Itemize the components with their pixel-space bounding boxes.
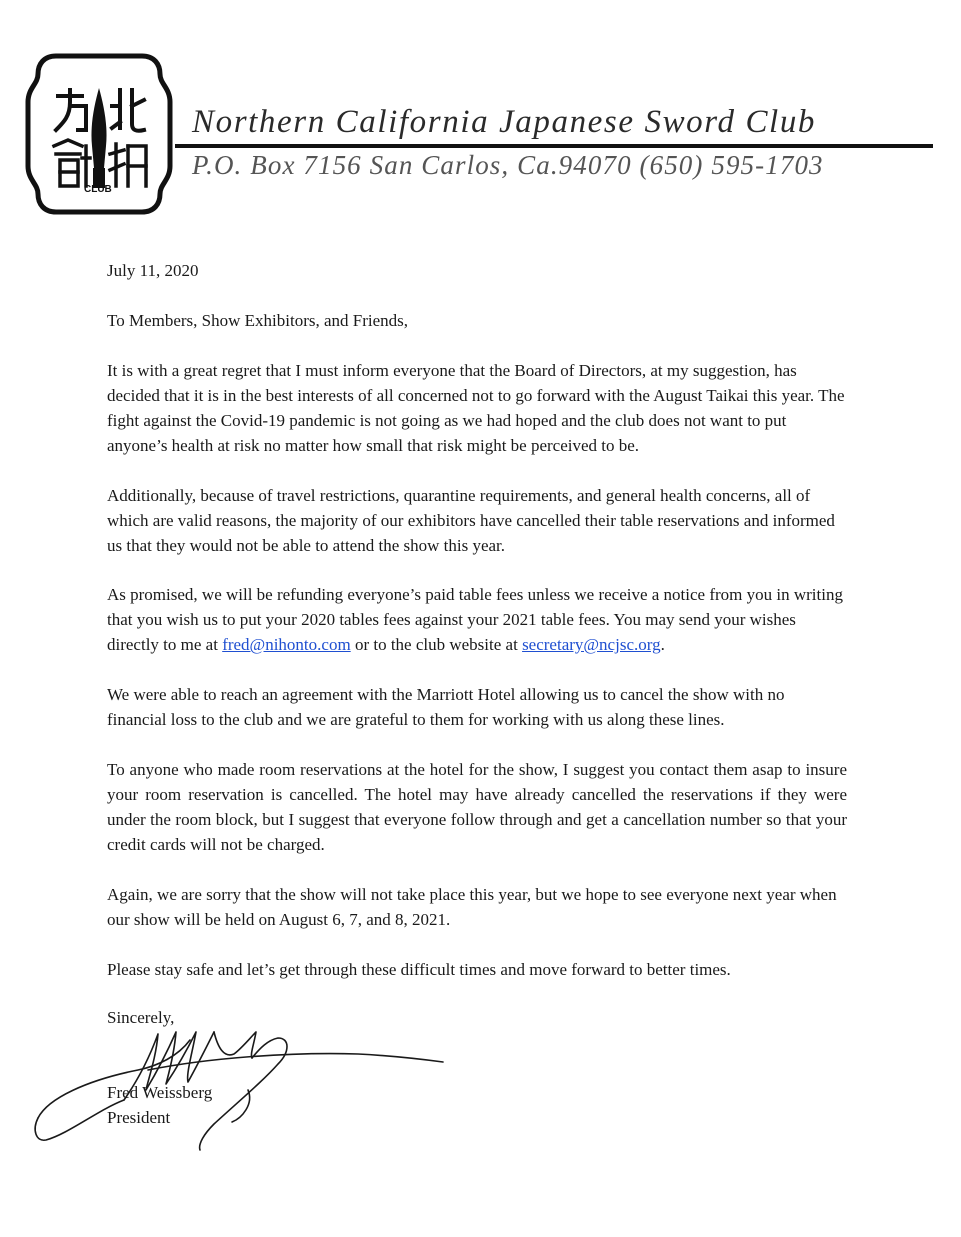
salutation: To Members, Show Exhibitors, and Friends, xyxy=(107,311,409,330)
letterhead-rule xyxy=(175,144,933,148)
signer-title: President xyxy=(107,1108,171,1127)
sword-club-seal-icon xyxy=(24,50,174,218)
paragraph-stay-safe: Please stay safe and let’s get through these difficult times and move forward to better times. xyxy=(107,960,731,979)
refunds-text-middle: or to the club website at xyxy=(350,635,523,654)
paragraph-hotel-agreement: We were able to reach an agreement with the Marriott Hotel allowing us to cancel the show with no financial loss to the club and we are grateful to them for working with us along these lines. xyxy=(107,685,785,729)
paragraph-exhibitors: Additionally, because of travel restrictions, quarantine requirements, and general health concerns, all of which are valid reasons, the majority of our exhibitors have cancelled their table reservations and informed us that they would not be able to attend the show this year. xyxy=(107,486,835,555)
org-address: P.O. Box 7156 San Carlos, Ca.94070 (650) 595-1703 xyxy=(192,150,824,180)
letter-date: July 11, 2020 xyxy=(107,261,199,280)
paragraph-room-reservations: To anyone who made room reservations at the hotel for the show, I suggest you contact them asap to insure your room reservation is cancelled. The hotel may have already cancelled the reservations if they were under the room block, but I suggest that everyone follow through and get a cancellation number so that your credit cards will not be charged. xyxy=(107,760,847,854)
org-name: Northern California Japanese Sword Club xyxy=(192,104,817,140)
logo-club-label: CLUB xyxy=(84,184,112,195)
email-link-fred[interactable]: fred@nihonto.com xyxy=(222,635,351,654)
closing: Sincerely, xyxy=(107,1008,175,1027)
refunds-text-after: . xyxy=(660,635,665,654)
paragraph-next-year: Again, we are sorry that the show will not take place this year, but we hope to see everyone next year when our show will be held on August 6, 7, and 8, 2021. xyxy=(107,885,837,929)
paragraph-refunds xyxy=(107,582,847,657)
paragraph-cancellation: It is with a great regret that I must inform everyone that the Board of Directors, at my suggestion, has decided that it is in the best interests of all concerned not to go forward with the August Taikai this year. The fight against the Covid-19 pandemic is not going as we had hoped and the club does not want to put anyone’s health at risk no matter how small that risk might be perceived to be. xyxy=(107,361,845,455)
email-link-secretary[interactable]: secretary@ncjsc.org xyxy=(522,635,661,654)
signer-name: Fred Weissberg xyxy=(107,1083,213,1102)
refunds-text-before: As promised, we will be refunding everyone’s paid table fees unless we receive a notice from you in writing that you wish us to put your 2020 tables fees against your 2021 table fees. You may send your wishes directly to me at xyxy=(107,585,843,654)
